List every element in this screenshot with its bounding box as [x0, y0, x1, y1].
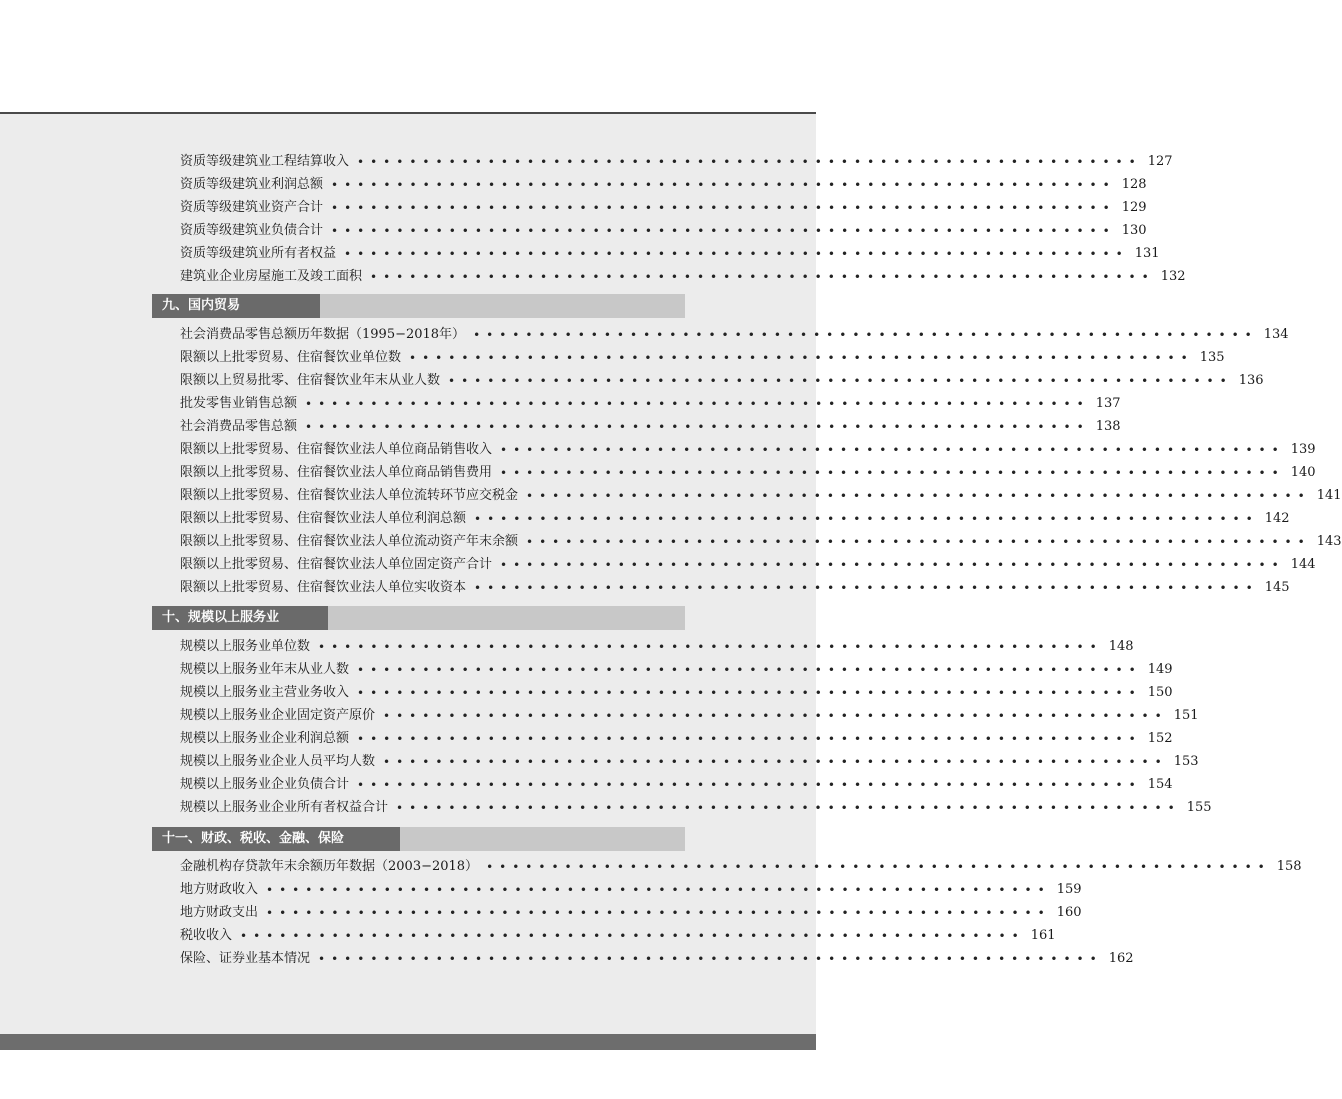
- dot-leader: ••••••••••••••••••••••••••••••••••••••••••••••••••••••••••••: [448, 374, 1233, 388]
- entry-title: 批发零售业销售总额: [180, 396, 298, 411]
- toc-entry[interactable]: [180, 659, 1173, 681]
- entry-page-number: 132: [1160, 269, 1186, 284]
- entry-page-number: 152: [1147, 731, 1173, 746]
- toc-entry[interactable]: [180, 393, 1121, 415]
- toc-entry[interactable]: [180, 856, 1302, 878]
- entry-title: 规模以上服务业单位数: [180, 639, 311, 654]
- entry-page-number: 128: [1121, 177, 1147, 192]
- entry-title: 限额以上批零贸易、住宿餐饮业单位数: [180, 350, 402, 365]
- entry-page-number: 144: [1290, 557, 1316, 572]
- section-title: 十一、财政、税收、金融、保险: [152, 827, 400, 851]
- toc-entry[interactable]: [180, 462, 1316, 484]
- entry-title: 规模以上服务业企业负债合计: [180, 777, 350, 792]
- toc-entry[interactable]: [180, 439, 1316, 461]
- entry-page-number: 129: [1121, 200, 1147, 215]
- dot-leader: ••••••••••••••••••••••••••••••••••••••••••••••••••••••••••••: [474, 512, 1259, 526]
- dot-leader: ••••••••••••••••••••••••••••••••••••••••••••••••••••••••••••: [500, 443, 1285, 457]
- entry-page-number: 141: [1316, 488, 1342, 503]
- dot-leader: ••••••••••••••••••••••••••••••••••••••••••••••••••••••••••••: [383, 709, 1168, 723]
- entry-page-number: 162: [1108, 951, 1134, 966]
- dot-leader: ••••••••••••••••••••••••••••••••••••••••••••••••••••••••••••: [266, 883, 1051, 897]
- entry-page-number: 149: [1147, 662, 1173, 677]
- dot-leader: ••••••••••••••••••••••••••••••••••••••••••••••••••••••••••••: [357, 155, 1142, 169]
- dot-leader: ••••••••••••••••••••••••••••••••••••••••••••••••••••••••••••: [473, 328, 1258, 342]
- dot-leader: ••••••••••••••••••••••••••••••••••••••••••••••••••••••••••••: [357, 663, 1142, 677]
- dot-leader: ••••••••••••••••••••••••••••••••••••••••••••••••••••••••••••: [357, 778, 1142, 792]
- toc-entry[interactable]: [180, 266, 1186, 288]
- dot-leader: ••••••••••••••••••••••••••••••••••••••••••••••••••••••••••••: [370, 270, 1155, 284]
- dot-leader: ••••••••••••••••••••••••••••••••••••••••••••••••••••••••••••: [357, 732, 1142, 746]
- entry-title: 资质等级建筑业所有者权益: [180, 246, 337, 261]
- toc-entry[interactable]: [180, 508, 1290, 530]
- entry-page-number: 159: [1056, 882, 1082, 897]
- toc-entry[interactable]: [180, 879, 1082, 901]
- dot-leader: ••••••••••••••••••••••••••••••••••••••••••••••••••••••••••••: [500, 558, 1285, 572]
- section-header: [152, 606, 685, 630]
- section-title: 九、国内贸易: [152, 294, 320, 318]
- entry-page-number: 158: [1276, 859, 1302, 874]
- toc-entry[interactable]: [180, 370, 1264, 392]
- toc-entry[interactable]: [180, 948, 1134, 970]
- entry-title: 限额以上批零贸易、住宿餐饮业法人单位商品销售费用: [180, 465, 493, 480]
- entry-page-number: 161: [1030, 928, 1056, 943]
- dot-leader: ••••••••••••••••••••••••••••••••••••••••••••••••••••••••••••: [396, 801, 1181, 815]
- toc-entry[interactable]: [180, 347, 1225, 369]
- entry-page-number: 142: [1264, 511, 1290, 526]
- toc-entry[interactable]: [180, 151, 1173, 173]
- entry-title: 规模以上服务业企业利润总额: [180, 731, 350, 746]
- entry-title: 地方财政收入: [180, 882, 259, 897]
- dot-leader: ••••••••••••••••••••••••••••••••••••••••••••••••••••••••••••: [305, 397, 1090, 411]
- dot-leader: ••••••••••••••••••••••••••••••••••••••••••••••••••••••••••••: [357, 686, 1142, 700]
- section-header: [152, 827, 685, 851]
- entry-page-number: 127: [1147, 154, 1173, 169]
- dot-leader: ••••••••••••••••••••••••••••••••••••••••••••••••••••••••••••: [409, 351, 1194, 365]
- entry-title: 规模以上服务业年末从业人数: [180, 662, 350, 677]
- toc-entry[interactable]: [180, 243, 1160, 265]
- entry-page-number: 155: [1186, 800, 1212, 815]
- toc-entry[interactable]: [180, 416, 1121, 438]
- entry-page-number: 153: [1173, 754, 1199, 769]
- dot-leader: ••••••••••••••••••••••••••••••••••••••••••••••••••••••••••••: [318, 952, 1103, 966]
- dot-leader: ••••••••••••••••••••••••••••••••••••••••••••••••••••••••••••: [318, 640, 1103, 654]
- toc-entry[interactable]: [180, 774, 1173, 796]
- entry-title: 社会消费品零售总额历年数据（1995−2018年）: [180, 327, 466, 342]
- dot-leader: ••••••••••••••••••••••••••••••••••••••••••••••••••••••••••••: [474, 581, 1259, 595]
- entry-page-number: 137: [1095, 396, 1121, 411]
- dot-leader: ••••••••••••••••••••••••••••••••••••••••••••••••••••••••••••: [500, 466, 1285, 480]
- entry-title: 限额以上贸易批零、住宿餐饮业年末从业人数: [180, 373, 441, 388]
- dot-leader: ••••••••••••••••••••••••••••••••••••••••••••••••••••••••••••: [305, 420, 1090, 434]
- section-title: 十、规模以上服务业: [152, 606, 328, 630]
- entry-title: 税收收入: [180, 928, 233, 943]
- toc-entry[interactable]: [180, 902, 1082, 924]
- entry-title: 限额以上批零贸易、住宿餐饮业法人单位流转环节应交税金: [180, 488, 519, 503]
- entry-page-number: 136: [1238, 373, 1264, 388]
- toc-entry[interactable]: [180, 485, 1342, 507]
- dot-leader: ••••••••••••••••••••••••••••••••••••••••••••••••••••••••••••: [331, 201, 1116, 215]
- dot-leader: ••••••••••••••••••••••••••••••••••••••••••••••••••••••••••••: [240, 929, 1025, 943]
- dot-leader: ••••••••••••••••••••••••••••••••••••••••••••••••••••••••••••: [344, 247, 1129, 261]
- toc-entry[interactable]: [180, 174, 1147, 196]
- entry-title: 资质等级建筑业工程结算收入: [180, 154, 350, 169]
- section-header: [152, 294, 685, 318]
- toc-entry[interactable]: [180, 682, 1173, 704]
- entry-page-number: 151: [1173, 708, 1199, 723]
- entry-page-number: 134: [1263, 327, 1289, 342]
- entry-page-number: 143: [1316, 534, 1342, 549]
- entry-title: 限额以上批零贸易、住宿餐饮业法人单位流动资产年末余额: [180, 534, 519, 549]
- dot-leader: ••••••••••••••••••••••••••••••••••••••••••••••••••••••••••••: [383, 755, 1168, 769]
- entry-title: 金融机构存贷款年末余额历年数据（2003−2018）: [180, 859, 479, 874]
- toc-entry[interactable]: [180, 324, 1289, 346]
- toc-entry[interactable]: [180, 925, 1056, 947]
- entry-page-number: 160: [1056, 905, 1082, 920]
- entry-title: 规模以上服务业企业所有者权益合计: [180, 800, 389, 815]
- dot-leader: ••••••••••••••••••••••••••••••••••••••••••••••••••••••••••••: [526, 535, 1311, 549]
- entry-title: 限额以上批零贸易、住宿餐饮业法人单位商品销售收入: [180, 442, 493, 457]
- dot-leader: ••••••••••••••••••••••••••••••••••••••••••••••••••••••••••••: [331, 178, 1116, 192]
- entry-page-number: 138: [1095, 419, 1121, 434]
- dot-leader: ••••••••••••••••••••••••••••••••••••••••••••••••••••••••••••: [526, 489, 1311, 503]
- dot-leader: ••••••••••••••••••••••••••••••••••••••••••••••••••••••••••••: [266, 906, 1051, 920]
- entry-title: 规模以上服务业企业人员平均人数: [180, 754, 376, 769]
- toc-entry[interactable]: [180, 797, 1212, 819]
- entry-title: 社会消费品零售总额: [180, 419, 298, 434]
- entry-title: 规模以上服务业企业固定资产原价: [180, 708, 376, 723]
- entry-page-number: 140: [1290, 465, 1316, 480]
- dot-leader: ••••••••••••••••••••••••••••••••••••••••••••••••••••••••••••: [331, 224, 1116, 238]
- entry-title: 资质等级建筑业利润总额: [180, 177, 324, 192]
- entry-page-number: 145: [1264, 580, 1290, 595]
- dot-leader: ••••••••••••••••••••••••••••••••••••••••••••••••••••••••••••: [486, 860, 1271, 874]
- entry-page-number: 135: [1199, 350, 1225, 365]
- entry-title: 资质等级建筑业资产合计: [180, 200, 324, 215]
- entry-title: 地方财政支出: [180, 905, 259, 920]
- toc-entry[interactable]: [180, 636, 1134, 658]
- entry-page-number: 150: [1147, 685, 1173, 700]
- toc-entry[interactable]: [180, 705, 1199, 727]
- entry-title: 限额以上批零贸易、住宿餐饮业法人单位利润总额: [180, 511, 467, 526]
- entry-page-number: 131: [1134, 246, 1160, 261]
- toc-entry[interactable]: [180, 751, 1199, 773]
- toc-entry[interactable]: [180, 197, 1147, 219]
- entry-page-number: 148: [1108, 639, 1134, 654]
- entry-page-number: 154: [1147, 777, 1173, 792]
- entry-page-number: 130: [1121, 223, 1147, 238]
- toc-entry[interactable]: [180, 220, 1147, 242]
- entry-page-number: 139: [1290, 442, 1316, 457]
- toc-entry[interactable]: [180, 577, 1290, 599]
- entry-title: 限额以上批零贸易、住宿餐饮业法人单位固定资产合计: [180, 557, 493, 572]
- entry-title: 规模以上服务业主营业务收入: [180, 685, 350, 700]
- entry-title: 保险、证券业基本情况: [180, 951, 311, 966]
- entry-title: 限额以上批零贸易、住宿餐饮业法人单位实收资本: [180, 580, 467, 595]
- toc-entry[interactable]: [180, 554, 1316, 576]
- toc-entry[interactable]: [180, 728, 1173, 750]
- entry-title: 建筑业企业房屋施工及竣工面积: [180, 269, 363, 284]
- entry-title: 资质等级建筑业负债合计: [180, 223, 324, 238]
- toc-entry[interactable]: [180, 531, 1342, 553]
